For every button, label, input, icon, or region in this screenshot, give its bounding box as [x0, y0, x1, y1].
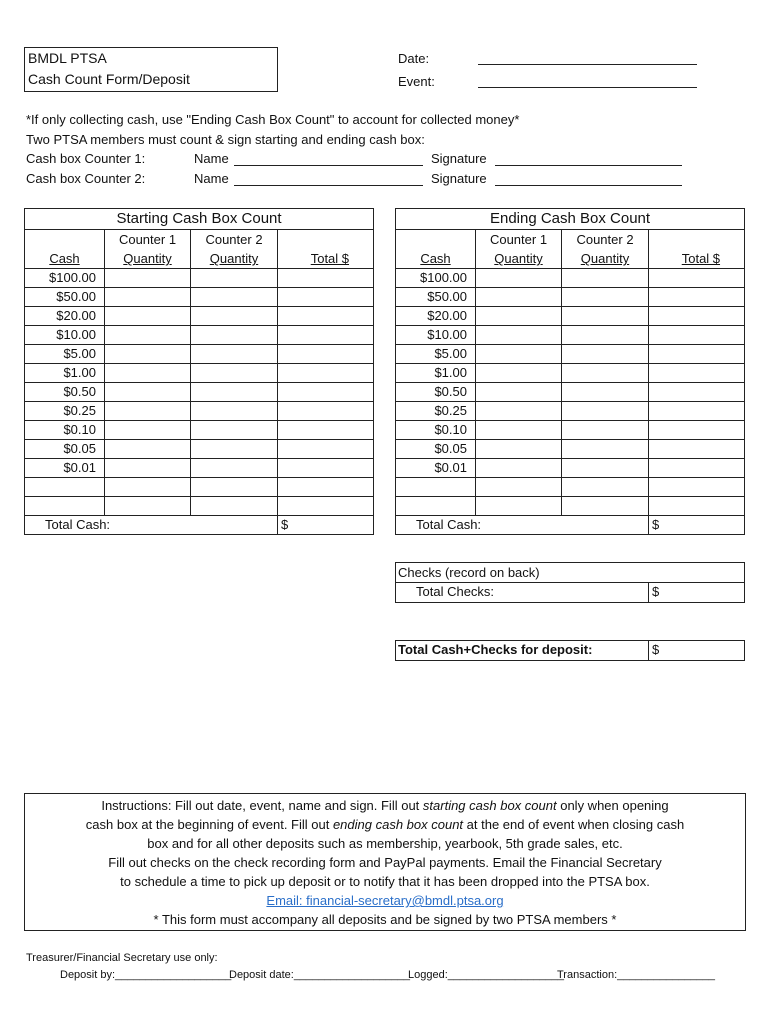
counter2-quantity-cell[interactable] — [191, 478, 278, 497]
counter1-quantity-cell[interactable] — [476, 402, 562, 421]
counter2-quantity-cell[interactable] — [191, 440, 278, 459]
counter2-quantity-cell[interactable] — [562, 269, 649, 288]
denomination-label: $0.01 — [396, 459, 476, 478]
counter2-header: Counter 2 — [562, 230, 649, 251]
email-link[interactable]: Email: financial-secretary@bmdl.ptsa.org — [266, 893, 504, 908]
counter1-quantity-cell[interactable] — [476, 459, 562, 478]
counter2-signature-field[interactable] — [495, 185, 682, 186]
instructions-footer-note: * This form must accompany all deposits and be signed by two PTSA members * — [153, 912, 617, 927]
counter1-quantity-cell[interactable] — [476, 383, 562, 402]
instructions-line-2: cash box at the beginning of event. Fill out ending cash box count at the end of event when closing cash — [85, 817, 685, 832]
counter2-quantity-cell[interactable] — [562, 421, 649, 440]
counter1-label: Cash box Counter 1: — [26, 151, 146, 166]
denomination-row — [396, 307, 745, 326]
denomination-label: $0.25 — [396, 402, 476, 421]
counter1-signature-label: Signature — [431, 151, 487, 166]
counter2-quantity-cell[interactable] — [191, 459, 278, 478]
counter2-quantity-cell[interactable] — [562, 402, 649, 421]
total-cell[interactable] — [278, 364, 374, 383]
counter2-quantity-cell[interactable] — [191, 402, 278, 421]
counter1-quantity-cell[interactable] — [476, 421, 562, 440]
denomination-label — [25, 478, 105, 497]
denomination-row — [25, 478, 374, 497]
date-label: Date: — [398, 51, 430, 66]
event-field[interactable] — [478, 87, 697, 88]
total-cell[interactable] — [649, 326, 745, 345]
starting-table-title: Starting Cash Box Count — [25, 209, 374, 230]
checks-header: Checks (record on back) — [398, 565, 540, 580]
denomination-label — [396, 478, 476, 497]
counter2-signature-label: Signature — [431, 171, 487, 186]
event-label: Event: — [398, 74, 435, 89]
total-cell[interactable] — [278, 288, 374, 307]
denomination-label — [25, 497, 105, 516]
cash-column-header: Cash — [396, 250, 476, 269]
counter2-quantity-cell[interactable] — [562, 497, 649, 516]
total-cell[interactable] — [649, 345, 745, 364]
denomination-row — [396, 421, 745, 440]
denomination-label: $100.00 — [25, 269, 105, 288]
counter1-quantity-cell[interactable] — [476, 288, 562, 307]
counter2-quantity-cell[interactable] — [191, 383, 278, 402]
counter2-quantity-cell[interactable] — [562, 326, 649, 345]
counter2-quantity-cell[interactable] — [191, 345, 278, 364]
denomination-label: $5.00 — [396, 345, 476, 364]
total-cell[interactable] — [278, 326, 374, 345]
counter2-quantity-cell[interactable] — [562, 288, 649, 307]
counter2-quantity-cell[interactable] — [562, 478, 649, 497]
ending-table-title: Ending Cash Box Count — [396, 209, 745, 230]
cash-column-header: Cash — [25, 250, 105, 269]
counter2-quantity-cell[interactable] — [562, 440, 649, 459]
counter1-quantity-cell[interactable] — [105, 269, 191, 288]
counter2-quantity-cell[interactable] — [562, 307, 649, 326]
counter1-quantity-cell[interactable] — [105, 326, 191, 345]
total-cash-field[interactable]: $ — [649, 516, 745, 535]
denomination-row — [396, 478, 745, 497]
total-cell[interactable] — [278, 345, 374, 364]
counter1-header: Counter 1 — [476, 230, 562, 251]
denomination-label: $20.00 — [25, 307, 105, 326]
cash-header-spacer — [25, 230, 105, 251]
counter2-label: Cash box Counter 2: — [26, 171, 146, 186]
denomination-label: $0.01 — [25, 459, 105, 478]
denomination-row — [25, 364, 374, 383]
counter1-quantity-cell[interactable] — [476, 326, 562, 345]
counter1-quantity-cell[interactable] — [105, 459, 191, 478]
denomination-row — [25, 307, 374, 326]
denomination-row — [25, 345, 374, 364]
denomination-row — [396, 326, 745, 345]
counter1-quantity-cell[interactable] — [476, 345, 562, 364]
counter1-name-label: Name — [194, 151, 229, 166]
denomination-row — [396, 345, 745, 364]
logged-field[interactable]: Logged:___________________ — [408, 969, 564, 981]
total-cash-label: Total Cash: — [396, 516, 562, 535]
counter1-quantity-cell[interactable] — [105, 307, 191, 326]
counter1-quantity-header: Quantity — [476, 250, 562, 269]
deposit-date-field[interactable]: Deposit date:___________________ — [229, 969, 411, 981]
denomination-row — [25, 288, 374, 307]
total-cash-field[interactable]: $ — [278, 516, 374, 535]
instructions-box — [24, 793, 746, 931]
date-field[interactable] — [478, 64, 697, 65]
denomination-label: $0.50 — [25, 383, 105, 402]
ending-cash-table — [395, 208, 745, 535]
cash-header-spacer — [396, 230, 476, 251]
total-cell[interactable] — [649, 440, 745, 459]
denomination-row — [25, 402, 374, 421]
total-cell[interactable] — [649, 383, 745, 402]
counter2-header: Counter 2 — [191, 230, 278, 251]
counter1-quantity-cell[interactable] — [476, 269, 562, 288]
total-cell[interactable] — [278, 459, 374, 478]
total-cell[interactable] — [278, 383, 374, 402]
starting-cash-table — [24, 208, 374, 535]
counter1-quantity-cell[interactable] — [476, 307, 562, 326]
counter2-quantity-cell[interactable] — [191, 307, 278, 326]
counters-note: Two PTSA members must count & sign starting and ending cash box: — [26, 132, 425, 147]
checks-box — [395, 562, 745, 603]
counter1-quantity-cell[interactable] — [476, 478, 562, 497]
denomination-label: $10.00 — [25, 326, 105, 345]
denomination-label: $50.00 — [396, 288, 476, 307]
counter1-quantity-cell[interactable] — [105, 402, 191, 421]
denomination-label: $0.05 — [396, 440, 476, 459]
total-cell[interactable] — [649, 307, 745, 326]
denomination-label: $0.25 — [25, 402, 105, 421]
instructions-line-4: Fill out checks on the check recording form and PayPal payments. Email the Financial Secretary — [108, 855, 662, 870]
denomination-row — [25, 326, 374, 345]
denomination-row — [25, 269, 374, 288]
total-cash-spacer — [562, 516, 649, 535]
denomination-label: $1.00 — [25, 364, 105, 383]
total-header-spacer — [278, 230, 374, 251]
denomination-label: $5.00 — [25, 345, 105, 364]
denomination-row — [25, 497, 374, 516]
total-cash-label: Total Cash: — [25, 516, 191, 535]
denomination-label: $100.00 — [396, 269, 476, 288]
total-column-header: Total $ — [649, 250, 745, 269]
counter1-quantity-cell[interactable] — [476, 497, 562, 516]
counter1-quantity-cell[interactable] — [476, 364, 562, 383]
org-name: BMDL PTSA — [28, 50, 107, 66]
counter1-quantity-cell[interactable] — [105, 497, 191, 516]
counter1-quantity-cell[interactable] — [105, 288, 191, 307]
counter1-quantity-header: Quantity — [105, 250, 191, 269]
form-title: Cash Count Form/Deposit — [28, 71, 190, 87]
total-cell[interactable] — [278, 402, 374, 421]
counter2-quantity-cell[interactable] — [562, 345, 649, 364]
total-column-header: Total $ — [278, 250, 374, 269]
counter2-quantity-cell[interactable] — [191, 421, 278, 440]
deposit-total-label: Total Cash+Checks for deposit: — [398, 642, 593, 657]
total-cash-row — [396, 516, 745, 535]
denomination-row — [25, 383, 374, 402]
instructions-line-5: to schedule a time to pick up deposit or to notify that it has been dropped into the PTSA box. — [120, 874, 650, 889]
counter2-quantity-cell[interactable] — [191, 364, 278, 383]
checks-total-field[interactable]: $ — [652, 584, 660, 599]
denomination-label: $50.00 — [25, 288, 105, 307]
denomination-row — [396, 402, 745, 421]
counter2-name-field[interactable] — [234, 185, 423, 186]
counter2-quantity-header: Quantity — [562, 250, 649, 269]
total-cash-row — [25, 516, 374, 535]
denomination-row — [396, 440, 745, 459]
denomination-row — [396, 497, 745, 516]
denomination-label: $0.05 — [25, 440, 105, 459]
counter2-quantity-cell[interactable] — [562, 364, 649, 383]
denomination-label: $0.10 — [25, 421, 105, 440]
denomination-row — [396, 459, 745, 478]
total-header-spacer — [649, 230, 745, 251]
denomination-label — [396, 497, 476, 516]
denomination-label: $1.00 — [396, 364, 476, 383]
denomination-label: $10.00 — [396, 326, 476, 345]
transaction-field[interactable]: Transaction:________________ — [557, 969, 716, 981]
total-cash-spacer — [191, 516, 278, 535]
counter2-quantity-cell[interactable] — [191, 269, 278, 288]
deposit-total-box — [395, 640, 745, 661]
deposit-by-field[interactable]: Deposit by:___________________ — [60, 969, 232, 981]
counter1-quantity-cell[interactable] — [105, 383, 191, 402]
denomination-row — [396, 269, 745, 288]
counter2-name-label: Name — [194, 171, 229, 186]
counter1-signature-field[interactable] — [495, 165, 682, 166]
denomination-label: $20.00 — [396, 307, 476, 326]
counter1-quantity-cell[interactable] — [105, 478, 191, 497]
denomination-row — [25, 459, 374, 478]
total-cell[interactable] — [278, 307, 374, 326]
denomination-label: $0.50 — [396, 383, 476, 402]
counter1-quantity-cell[interactable] — [476, 440, 562, 459]
instructions-line-1: Instructions: Fill out date, event, name and sign. Fill out starting cash box count only when opening — [101, 798, 669, 813]
counter2-quantity-cell[interactable] — [191, 497, 278, 516]
total-cell[interactable] — [278, 421, 374, 440]
counter2-quantity-cell[interactable] — [562, 383, 649, 402]
checks-total-label: Total Checks: — [416, 584, 495, 599]
denomination-row — [396, 383, 745, 402]
counter1-header: Counter 1 — [105, 230, 191, 251]
denomination-row — [25, 421, 374, 440]
counter1-quantity-cell[interactable] — [105, 440, 191, 459]
total-cell[interactable] — [649, 459, 745, 478]
deposit-total-field[interactable]: $ — [652, 642, 660, 657]
denomination-label: $0.10 — [396, 421, 476, 440]
total-cell[interactable] — [278, 440, 374, 459]
counter1-name-field[interactable] — [234, 165, 423, 166]
counter2-quantity-cell[interactable] — [562, 459, 649, 478]
counter2-quantity-header: Quantity — [191, 250, 278, 269]
counter2-quantity-cell[interactable] — [191, 288, 278, 307]
instructions-line-3: box and for all other deposits such as membership, yearbook, 5th grade sales, etc. — [147, 836, 623, 851]
denomination-row — [25, 440, 374, 459]
counter1-quantity-cell[interactable] — [105, 345, 191, 364]
total-cell[interactable] — [649, 364, 745, 383]
treasurer-title: Treasurer/Financial Secretary use only: — [26, 952, 218, 964]
counter1-quantity-cell[interactable] — [105, 364, 191, 383]
total-cell[interactable] — [278, 269, 374, 288]
total-cell[interactable] — [649, 402, 745, 421]
total-cell[interactable] — [649, 478, 745, 497]
total-cell[interactable] — [278, 497, 374, 516]
denomination-row — [396, 288, 745, 307]
cash-only-note: *If only collecting cash, use "Ending Cash Box Count" to account for collected money* — [26, 112, 520, 127]
total-cell[interactable] — [278, 478, 374, 497]
total-cell[interactable] — [649, 288, 745, 307]
total-cell[interactable] — [649, 421, 745, 440]
total-cell[interactable] — [649, 269, 745, 288]
counter1-quantity-cell[interactable] — [105, 421, 191, 440]
counter2-quantity-cell[interactable] — [191, 326, 278, 345]
total-cell[interactable] — [649, 497, 745, 516]
form-title-box — [24, 47, 278, 92]
denomination-row — [396, 364, 745, 383]
